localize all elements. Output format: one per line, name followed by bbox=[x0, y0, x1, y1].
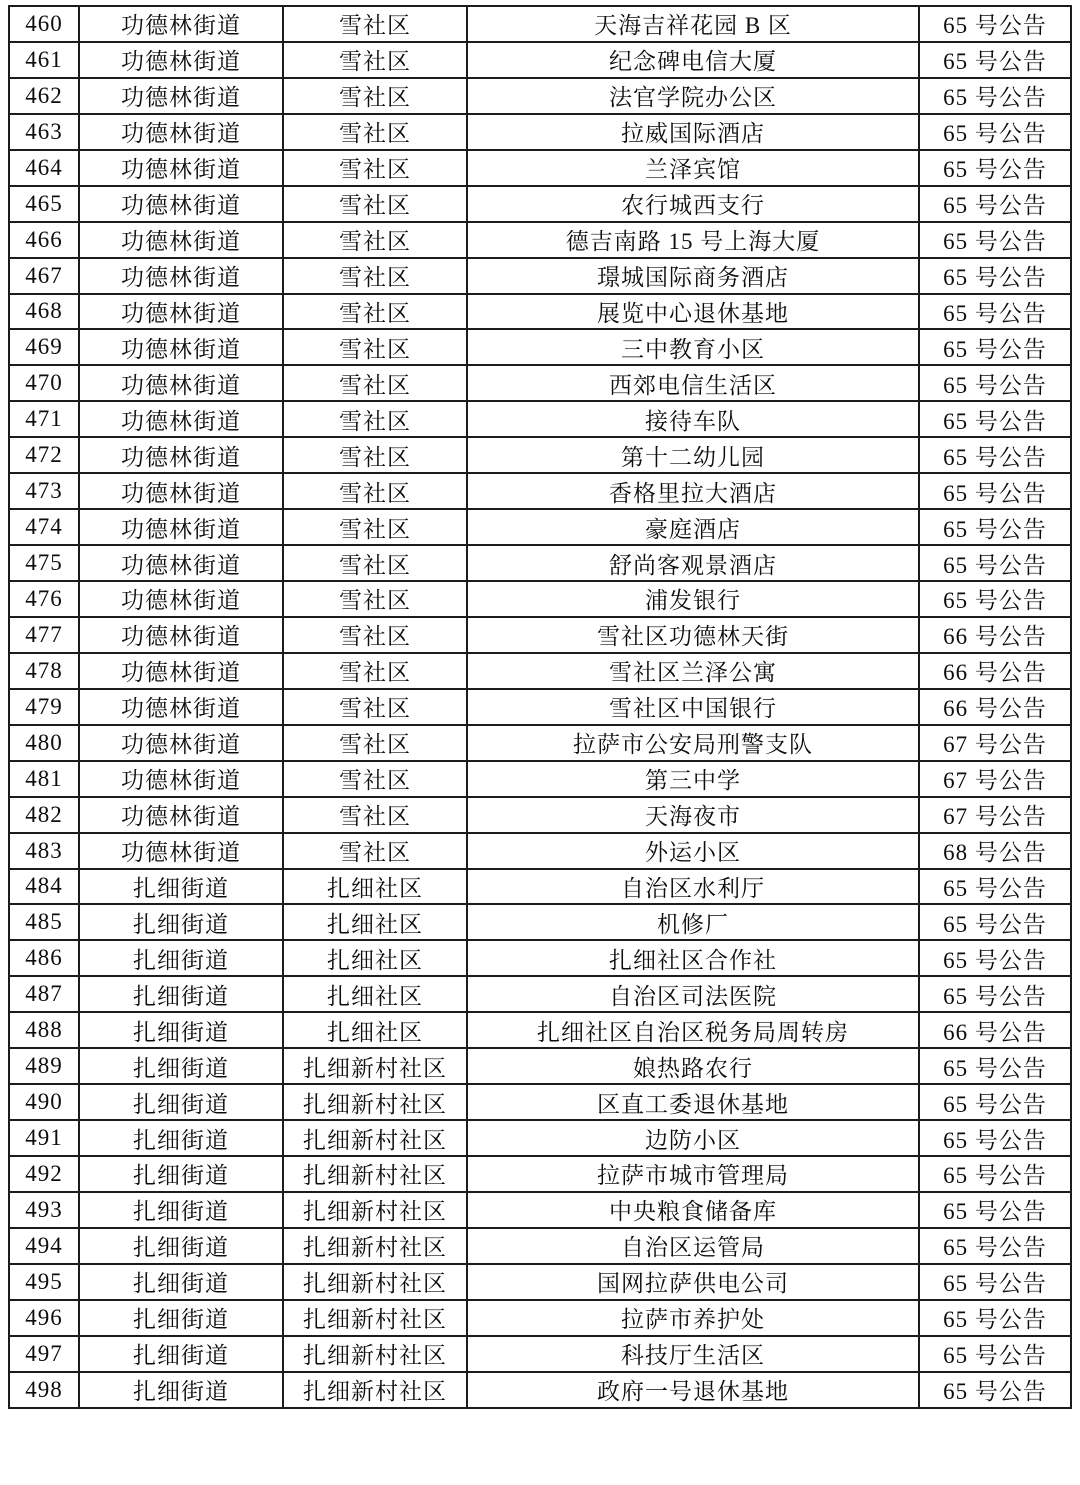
table-row bbox=[9, 904, 1071, 940]
table-row bbox=[9, 1372, 1071, 1408]
place-name-cell: 雪社区功德林天街 bbox=[467, 617, 919, 653]
notice-number-cell: 66 号公告 bbox=[919, 689, 1071, 725]
table-row bbox=[9, 761, 1071, 797]
community-cell: 扎细新村社区 bbox=[283, 1084, 467, 1120]
table-row bbox=[9, 437, 1071, 473]
notice-number-cell: 65 号公告 bbox=[919, 6, 1071, 42]
place-name-cell: 纪念碑电信大厦 bbox=[467, 42, 919, 78]
row-number-cell: 465 bbox=[9, 186, 79, 222]
place-name-cell: 第十二幼儿园 bbox=[467, 437, 919, 473]
table-body bbox=[9, 6, 1071, 1408]
street-cell: 功德林街道 bbox=[79, 797, 283, 833]
row-number-cell: 469 bbox=[9, 329, 79, 365]
notice-number-cell: 65 号公告 bbox=[919, 1156, 1071, 1192]
row-number-cell: 477 bbox=[9, 617, 79, 653]
community-cell: 扎细社区 bbox=[283, 869, 467, 905]
place-name-cell: 拉威国际酒店 bbox=[467, 114, 919, 150]
row-number-cell: 488 bbox=[9, 1012, 79, 1048]
street-cell: 功德林街道 bbox=[79, 329, 283, 365]
community-cell: 扎细新村社区 bbox=[283, 1048, 467, 1084]
table-row bbox=[9, 401, 1071, 437]
table-row bbox=[9, 617, 1071, 653]
row-number-cell: 473 bbox=[9, 473, 79, 509]
table-row bbox=[9, 1048, 1071, 1084]
place-name-cell: 接待车队 bbox=[467, 401, 919, 437]
street-cell: 扎细街道 bbox=[79, 1264, 283, 1300]
place-name-cell: 舒尚客观景酒店 bbox=[467, 545, 919, 581]
community-cell: 扎细社区 bbox=[283, 976, 467, 1012]
place-name-cell: 拉萨市养护处 bbox=[467, 1300, 919, 1336]
street-cell: 功德林街道 bbox=[79, 581, 283, 617]
table-row bbox=[9, 1336, 1071, 1372]
place-name-cell: 国网拉萨供电公司 bbox=[467, 1264, 919, 1300]
street-cell: 扎细街道 bbox=[79, 1192, 283, 1228]
table-row bbox=[9, 294, 1071, 330]
place-name-cell: 兰泽宾馆 bbox=[467, 150, 919, 186]
street-cell: 功德林街道 bbox=[79, 545, 283, 581]
table-row bbox=[9, 1156, 1071, 1192]
community-cell: 雪社区 bbox=[283, 78, 467, 114]
row-number-cell: 483 bbox=[9, 833, 79, 869]
notice-number-cell: 65 号公告 bbox=[919, 78, 1071, 114]
notice-number-cell: 65 号公告 bbox=[919, 258, 1071, 294]
community-cell: 扎细新村社区 bbox=[283, 1372, 467, 1408]
notice-number-cell: 67 号公告 bbox=[919, 761, 1071, 797]
table-row bbox=[9, 797, 1071, 833]
street-cell: 扎细街道 bbox=[79, 940, 283, 976]
table-row bbox=[9, 509, 1071, 545]
community-cell: 雪社区 bbox=[283, 114, 467, 150]
row-number-cell: 468 bbox=[9, 294, 79, 330]
notice-number-cell: 65 号公告 bbox=[919, 1084, 1071, 1120]
row-number-cell: 466 bbox=[9, 222, 79, 258]
street-cell: 扎细街道 bbox=[79, 1336, 283, 1372]
community-cell: 扎细社区 bbox=[283, 904, 467, 940]
row-number-cell: 496 bbox=[9, 1300, 79, 1336]
notice-number-cell: 65 号公告 bbox=[919, 904, 1071, 940]
notice-number-cell: 65 号公告 bbox=[919, 365, 1071, 401]
notice-number-cell: 65 号公告 bbox=[919, 976, 1071, 1012]
community-cell: 雪社区 bbox=[283, 437, 467, 473]
street-cell: 功德林街道 bbox=[79, 6, 283, 42]
notice-number-cell: 67 号公告 bbox=[919, 725, 1071, 761]
community-cell: 雪社区 bbox=[283, 761, 467, 797]
table-row bbox=[9, 150, 1071, 186]
row-number-cell: 497 bbox=[9, 1336, 79, 1372]
notice-number-cell: 65 号公告 bbox=[919, 114, 1071, 150]
row-number-cell: 493 bbox=[9, 1192, 79, 1228]
place-name-cell: 自治区水利厅 bbox=[467, 869, 919, 905]
row-number-cell: 489 bbox=[9, 1048, 79, 1084]
table-row bbox=[9, 1300, 1071, 1336]
community-cell: 雪社区 bbox=[283, 42, 467, 78]
street-cell: 功德林街道 bbox=[79, 401, 283, 437]
row-number-cell: 472 bbox=[9, 437, 79, 473]
community-cell: 雪社区 bbox=[283, 653, 467, 689]
row-number-cell: 481 bbox=[9, 761, 79, 797]
community-cell: 雪社区 bbox=[283, 689, 467, 725]
street-cell: 功德林街道 bbox=[79, 509, 283, 545]
notice-number-cell: 65 号公告 bbox=[919, 437, 1071, 473]
street-cell: 功德林街道 bbox=[79, 689, 283, 725]
table-row bbox=[9, 1264, 1071, 1300]
community-cell: 雪社区 bbox=[283, 509, 467, 545]
table-row bbox=[9, 869, 1071, 905]
community-cell: 雪社区 bbox=[283, 797, 467, 833]
notice-number-cell: 65 号公告 bbox=[919, 1192, 1071, 1228]
place-name-cell: 中央粮食储备库 bbox=[467, 1192, 919, 1228]
table-row bbox=[9, 114, 1071, 150]
notice-number-cell: 67 号公告 bbox=[919, 797, 1071, 833]
notice-number-cell: 65 号公告 bbox=[919, 1048, 1071, 1084]
place-name-cell: 边防小区 bbox=[467, 1120, 919, 1156]
row-number-cell: 478 bbox=[9, 653, 79, 689]
place-name-cell: 西郊电信生活区 bbox=[467, 365, 919, 401]
street-cell: 扎细街道 bbox=[79, 1372, 283, 1408]
community-cell: 雪社区 bbox=[283, 6, 467, 42]
street-cell: 功德林街道 bbox=[79, 653, 283, 689]
street-cell: 扎细街道 bbox=[79, 1120, 283, 1156]
row-number-cell: 484 bbox=[9, 869, 79, 905]
place-name-cell: 农行城西支行 bbox=[467, 186, 919, 222]
row-number-cell: 490 bbox=[9, 1084, 79, 1120]
table-row bbox=[9, 329, 1071, 365]
row-number-cell: 498 bbox=[9, 1372, 79, 1408]
row-number-cell: 479 bbox=[9, 689, 79, 725]
place-name-cell: 外运小区 bbox=[467, 833, 919, 869]
notice-number-cell: 66 号公告 bbox=[919, 1012, 1071, 1048]
table-row bbox=[9, 545, 1071, 581]
street-cell: 扎细街道 bbox=[79, 1228, 283, 1264]
street-cell: 功德林街道 bbox=[79, 294, 283, 330]
row-number-cell: 467 bbox=[9, 258, 79, 294]
notice-number-cell: 65 号公告 bbox=[919, 1120, 1071, 1156]
row-number-cell: 486 bbox=[9, 940, 79, 976]
place-name-cell: 拉萨市公安局刑警支队 bbox=[467, 725, 919, 761]
place-name-cell: 娘热路农行 bbox=[467, 1048, 919, 1084]
community-cell: 扎细新村社区 bbox=[283, 1192, 467, 1228]
place-name-cell: 政府一号退休基地 bbox=[467, 1372, 919, 1408]
community-cell: 扎细新村社区 bbox=[283, 1264, 467, 1300]
table-row bbox=[9, 42, 1071, 78]
place-name-cell: 第三中学 bbox=[467, 761, 919, 797]
street-cell: 功德林街道 bbox=[79, 114, 283, 150]
place-name-cell: 自治区司法医院 bbox=[467, 976, 919, 1012]
street-cell: 扎细街道 bbox=[79, 1012, 283, 1048]
row-number-cell: 462 bbox=[9, 78, 79, 114]
community-cell: 扎细新村社区 bbox=[283, 1228, 467, 1264]
table-row bbox=[9, 1120, 1071, 1156]
street-cell: 扎细街道 bbox=[79, 1300, 283, 1336]
place-name-cell: 科技厅生活区 bbox=[467, 1336, 919, 1372]
notice-number-cell: 65 号公告 bbox=[919, 940, 1071, 976]
community-cell: 雪社区 bbox=[283, 329, 467, 365]
street-cell: 扎细街道 bbox=[79, 1084, 283, 1120]
notice-number-cell: 65 号公告 bbox=[919, 42, 1071, 78]
row-number-cell: 464 bbox=[9, 150, 79, 186]
place-name-cell: 天海吉祥花园 B 区 bbox=[467, 6, 919, 42]
street-cell: 功德林街道 bbox=[79, 473, 283, 509]
community-cell: 雪社区 bbox=[283, 725, 467, 761]
notice-number-cell: 65 号公告 bbox=[919, 869, 1071, 905]
table-row bbox=[9, 186, 1071, 222]
place-name-cell: 机修厂 bbox=[467, 904, 919, 940]
community-cell: 雪社区 bbox=[283, 401, 467, 437]
street-cell: 功德林街道 bbox=[79, 833, 283, 869]
row-number-cell: 492 bbox=[9, 1156, 79, 1192]
street-cell: 扎细街道 bbox=[79, 1048, 283, 1084]
street-cell: 功德林街道 bbox=[79, 186, 283, 222]
notice-list-table bbox=[8, 5, 1072, 1409]
place-name-cell: 香格里拉大酒店 bbox=[467, 473, 919, 509]
community-cell: 扎细新村社区 bbox=[283, 1300, 467, 1336]
place-name-cell: 扎细社区合作社 bbox=[467, 940, 919, 976]
community-cell: 雪社区 bbox=[283, 365, 467, 401]
row-number-cell: 480 bbox=[9, 725, 79, 761]
table-row bbox=[9, 976, 1071, 1012]
community-cell: 雪社区 bbox=[283, 186, 467, 222]
notice-number-cell: 65 号公告 bbox=[919, 186, 1071, 222]
street-cell: 功德林街道 bbox=[79, 725, 283, 761]
place-name-cell: 展览中心退休基地 bbox=[467, 294, 919, 330]
notice-number-cell: 65 号公告 bbox=[919, 294, 1071, 330]
row-number-cell: 495 bbox=[9, 1264, 79, 1300]
street-cell: 扎细街道 bbox=[79, 869, 283, 905]
notice-number-cell: 65 号公告 bbox=[919, 1264, 1071, 1300]
community-cell: 雪社区 bbox=[283, 581, 467, 617]
table-row bbox=[9, 1228, 1071, 1264]
notice-number-cell: 65 号公告 bbox=[919, 581, 1071, 617]
table-row bbox=[9, 940, 1071, 976]
notice-number-cell: 65 号公告 bbox=[919, 1228, 1071, 1264]
place-name-cell: 自治区运管局 bbox=[467, 1228, 919, 1264]
table-row bbox=[9, 258, 1071, 294]
street-cell: 功德林街道 bbox=[79, 150, 283, 186]
place-name-cell: 扎细社区自治区税务局周转房 bbox=[467, 1012, 919, 1048]
place-name-cell: 璟城国际商务酒店 bbox=[467, 258, 919, 294]
street-cell: 功德林街道 bbox=[79, 437, 283, 473]
place-name-cell: 浦发银行 bbox=[467, 581, 919, 617]
table-row bbox=[9, 689, 1071, 725]
table-row bbox=[9, 78, 1071, 114]
community-cell: 雪社区 bbox=[283, 150, 467, 186]
table-row bbox=[9, 473, 1071, 509]
street-cell: 扎细街道 bbox=[79, 904, 283, 940]
row-number-cell: 485 bbox=[9, 904, 79, 940]
street-cell: 功德林街道 bbox=[79, 365, 283, 401]
place-name-cell: 区直工委退休基地 bbox=[467, 1084, 919, 1120]
notice-number-cell: 65 号公告 bbox=[919, 329, 1071, 365]
row-number-cell: 461 bbox=[9, 42, 79, 78]
row-number-cell: 470 bbox=[9, 365, 79, 401]
notice-number-cell: 65 号公告 bbox=[919, 509, 1071, 545]
table-row bbox=[9, 365, 1071, 401]
row-number-cell: 471 bbox=[9, 401, 79, 437]
notice-number-cell: 65 号公告 bbox=[919, 1300, 1071, 1336]
street-cell: 功德林街道 bbox=[79, 617, 283, 653]
row-number-cell: 494 bbox=[9, 1228, 79, 1264]
community-cell: 雪社区 bbox=[283, 617, 467, 653]
row-number-cell: 474 bbox=[9, 509, 79, 545]
community-cell: 雪社区 bbox=[283, 545, 467, 581]
street-cell: 功德林街道 bbox=[79, 42, 283, 78]
community-cell: 雪社区 bbox=[283, 833, 467, 869]
notice-number-cell: 65 号公告 bbox=[919, 1336, 1071, 1372]
place-name-cell: 雪社区中国银行 bbox=[467, 689, 919, 725]
street-cell: 功德林街道 bbox=[79, 78, 283, 114]
place-name-cell: 豪庭酒店 bbox=[467, 509, 919, 545]
notice-number-cell: 65 号公告 bbox=[919, 545, 1071, 581]
table-row bbox=[9, 833, 1071, 869]
row-number-cell: 463 bbox=[9, 114, 79, 150]
place-name-cell: 德吉南路 15 号上海大厦 bbox=[467, 222, 919, 258]
notice-number-cell: 65 号公告 bbox=[919, 401, 1071, 437]
row-number-cell: 475 bbox=[9, 545, 79, 581]
community-cell: 雪社区 bbox=[283, 473, 467, 509]
notice-number-cell: 65 号公告 bbox=[919, 150, 1071, 186]
place-name-cell: 三中教育小区 bbox=[467, 329, 919, 365]
row-number-cell: 487 bbox=[9, 976, 79, 1012]
notice-number-cell: 65 号公告 bbox=[919, 473, 1071, 509]
community-cell: 扎细新村社区 bbox=[283, 1336, 467, 1372]
street-cell: 功德林街道 bbox=[79, 258, 283, 294]
street-cell: 功德林街道 bbox=[79, 222, 283, 258]
row-number-cell: 482 bbox=[9, 797, 79, 833]
community-cell: 雪社区 bbox=[283, 222, 467, 258]
community-cell: 扎细社区 bbox=[283, 1012, 467, 1048]
street-cell: 功德林街道 bbox=[79, 761, 283, 797]
table-row bbox=[9, 1192, 1071, 1228]
notice-number-cell: 68 号公告 bbox=[919, 833, 1071, 869]
community-cell: 雪社区 bbox=[283, 294, 467, 330]
place-name-cell: 法官学院办公区 bbox=[467, 78, 919, 114]
row-number-cell: 491 bbox=[9, 1120, 79, 1156]
row-number-cell: 476 bbox=[9, 581, 79, 617]
place-name-cell: 拉萨市城市管理局 bbox=[467, 1156, 919, 1192]
notice-number-cell: 66 号公告 bbox=[919, 617, 1071, 653]
row-number-cell: 460 bbox=[9, 6, 79, 42]
table-row bbox=[9, 653, 1071, 689]
street-cell: 扎细街道 bbox=[79, 976, 283, 1012]
notice-number-cell: 66 号公告 bbox=[919, 653, 1071, 689]
table-row bbox=[9, 222, 1071, 258]
table-row bbox=[9, 6, 1071, 42]
table-row bbox=[9, 1012, 1071, 1048]
community-cell: 扎细新村社区 bbox=[283, 1156, 467, 1192]
notice-number-cell: 65 号公告 bbox=[919, 1372, 1071, 1408]
community-cell: 雪社区 bbox=[283, 258, 467, 294]
place-name-cell: 天海夜市 bbox=[467, 797, 919, 833]
notice-number-cell: 65 号公告 bbox=[919, 222, 1071, 258]
table-row bbox=[9, 725, 1071, 761]
community-cell: 扎细新村社区 bbox=[283, 1120, 467, 1156]
community-cell: 扎细社区 bbox=[283, 940, 467, 976]
place-name-cell: 雪社区兰泽公寓 bbox=[467, 653, 919, 689]
table-row bbox=[9, 1084, 1071, 1120]
street-cell: 扎细街道 bbox=[79, 1156, 283, 1192]
table-row bbox=[9, 581, 1071, 617]
